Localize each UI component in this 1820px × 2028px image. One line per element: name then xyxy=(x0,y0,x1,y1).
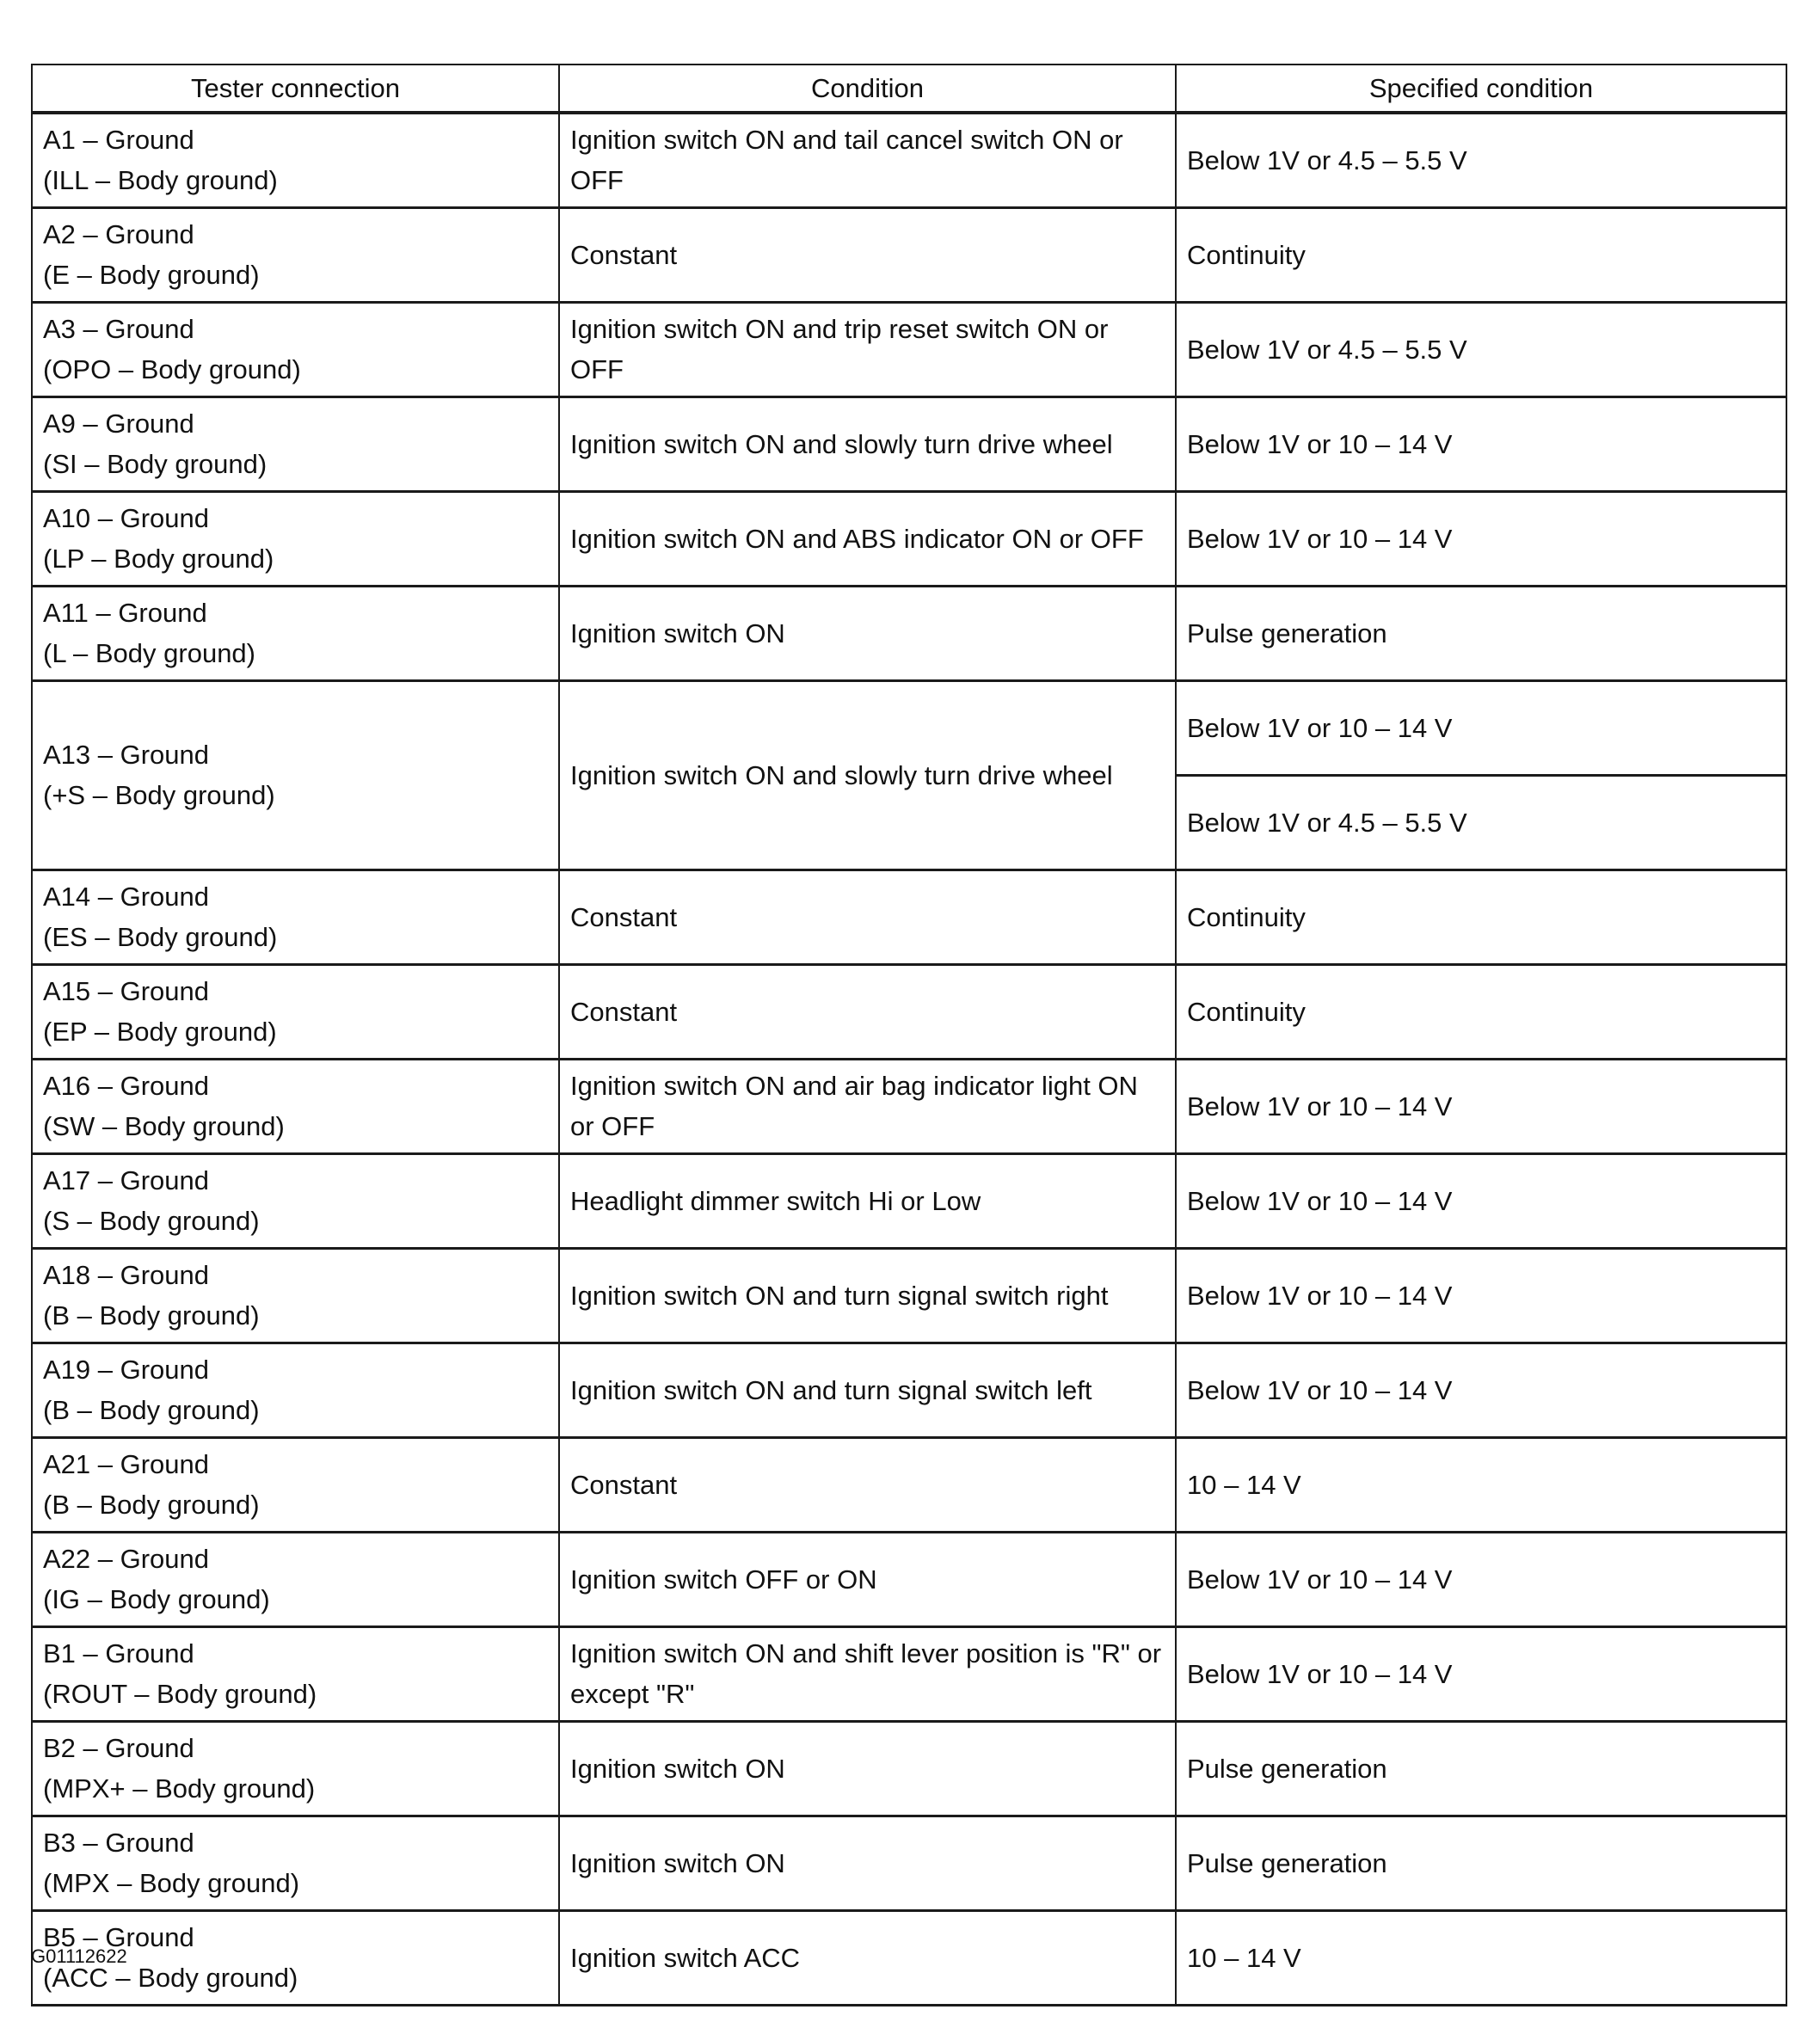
table-row xyxy=(32,1532,1786,1626)
tester-connection-cell xyxy=(32,1626,559,1721)
condition-text: Ignition switch ON and shift lever position is "R" or except "R" xyxy=(570,1638,1162,1709)
terminal-label: A11 – Ground xyxy=(43,598,207,628)
condition-cell xyxy=(559,1626,1176,1721)
specified-condition-cell: Below 1V or 4.5 – 5.5 V xyxy=(1176,302,1786,396)
tester-connection-cell xyxy=(32,302,559,396)
condition-cell xyxy=(559,396,1176,491)
terminal-pins-label: (B – Body ground) xyxy=(43,1490,260,1520)
table-row xyxy=(32,491,1786,586)
terminal-label: A9 – Ground xyxy=(43,409,194,439)
condition-text: Constant xyxy=(570,996,678,1027)
terminal-label: A1 – Ground xyxy=(43,125,194,156)
tester-connection-cell xyxy=(32,1721,559,1816)
specified-condition-cell: Pulse generation xyxy=(1176,1816,1786,1910)
terminal-label: A19 – Ground xyxy=(43,1355,210,1385)
specified-condition-cell: Continuity xyxy=(1176,207,1786,302)
condition-text: Ignition switch ON and air bag indicator light ON or OFF xyxy=(570,1071,1138,1141)
specified-condition-cell: Below 1V or 10 – 14 V xyxy=(1176,680,1786,775)
specified-condition-cell: Pulse generation xyxy=(1176,1721,1786,1816)
table-row xyxy=(32,1910,1786,2005)
tester-connection-cell xyxy=(32,113,559,207)
condition-text: Ignition switch ON xyxy=(570,1753,785,1784)
tester-connection-cell xyxy=(32,1816,559,1910)
condition-text: Ignition switch ON xyxy=(570,1847,785,1878)
condition-text: Constant xyxy=(570,239,678,270)
header-condition: Condition xyxy=(559,65,1176,113)
terminal-label: A15 – Ground xyxy=(43,976,210,1006)
specified-condition-cell: Below 1V or 4.5 – 5.5 V xyxy=(1176,113,1786,207)
table-header-row xyxy=(32,65,1786,113)
terminal-pins-label: (+S – Body ground) xyxy=(43,780,275,810)
terminal-pins-label: (S – Body ground) xyxy=(43,1206,260,1236)
table-row xyxy=(32,1059,1786,1153)
condition-text: Headlight dimmer switch Hi or Low xyxy=(570,1185,981,1216)
table-row xyxy=(32,302,1786,396)
specified-condition-cell: Below 1V or 10 – 14 V xyxy=(1176,1343,1786,1437)
condition-text: Ignition switch ON and turn signal switch right xyxy=(570,1280,1109,1311)
condition-text: Ignition switch ACC xyxy=(570,1942,801,1973)
tester-connection-cell xyxy=(32,396,559,491)
condition-cell xyxy=(559,586,1176,680)
table-row xyxy=(32,1437,1786,1532)
terminal-label: B1 – Ground xyxy=(43,1638,194,1668)
tester-connection-cell xyxy=(32,1059,559,1153)
specified-condition-cell: Below 1V or 10 – 14 V xyxy=(1176,1532,1786,1626)
condition-cell xyxy=(559,680,1176,870)
condition-text: Ignition switch ON and slowly turn drive wheel xyxy=(570,428,1113,459)
terminal-pins-label: (MPX – Body ground) xyxy=(43,1868,300,1898)
table-row xyxy=(32,680,1786,775)
specified-condition-cell: Below 1V or 10 – 14 V xyxy=(1176,1059,1786,1153)
terminal-pins-label: (SI – Body ground) xyxy=(43,449,267,479)
specified-condition-cell: Below 1V or 10 – 14 V xyxy=(1176,396,1786,491)
terminal-pins-label: (ILL – Body ground) xyxy=(43,165,278,196)
tester-connection-cell xyxy=(32,1437,559,1532)
tester-connection-table xyxy=(31,64,1787,2006)
table-row xyxy=(32,870,1786,964)
terminal-label: A16 – Ground xyxy=(43,1071,210,1101)
condition-text: Ignition switch OFF or ON xyxy=(570,1564,877,1595)
condition-text: Ignition switch ON and trip reset switch ON or OFF xyxy=(570,314,1109,384)
condition-cell xyxy=(559,1248,1176,1343)
condition-cell xyxy=(559,1437,1176,1532)
specified-condition-cell: Below 1V or 4.5 – 5.5 V xyxy=(1176,775,1786,870)
terminal-pins-label: (E – Body ground) xyxy=(43,260,260,290)
terminal-label: A3 – Ground xyxy=(43,314,194,344)
terminal-pins-label: (OPO – Body ground) xyxy=(43,354,301,384)
table-row xyxy=(32,1626,1786,1721)
tester-connection-cell xyxy=(32,680,559,870)
condition-text: Ignition switch ON and ABS indicator ON or OFF xyxy=(570,523,1144,554)
header-tester-connection: Tester connection xyxy=(32,65,559,113)
tester-connection-cell xyxy=(32,1248,559,1343)
terminal-label: A2 – Ground xyxy=(43,219,194,249)
terminal-pins-label: (EP – Body ground) xyxy=(43,1017,277,1047)
table-row xyxy=(32,1248,1786,1343)
table-body xyxy=(32,113,1786,2005)
terminal-label: A13 – Ground xyxy=(43,740,210,770)
terminal-label: A17 – Ground xyxy=(43,1165,210,1195)
table-row xyxy=(32,1721,1786,1816)
terminal-label: A21 – Ground xyxy=(43,1449,210,1479)
condition-text: Ignition switch ON and slowly turn drive wheel xyxy=(570,759,1113,790)
condition-text: Constant xyxy=(570,901,678,932)
terminal-label: B5 – Ground xyxy=(43,1922,194,1952)
specified-condition-cell: Below 1V or 10 – 14 V xyxy=(1176,1248,1786,1343)
condition-cell xyxy=(559,491,1176,586)
condition-text: Constant xyxy=(570,1469,678,1500)
terminal-pins-label: (IG – Body ground) xyxy=(43,1584,270,1614)
table-row xyxy=(32,1153,1786,1248)
terminal-label: B2 – Ground xyxy=(43,1733,194,1763)
tester-connection-cell xyxy=(32,491,559,586)
condition-cell xyxy=(559,1816,1176,1910)
tester-connection-cell xyxy=(32,964,559,1059)
specified-condition-cell: Continuity xyxy=(1176,964,1786,1059)
tester-connection-cell xyxy=(32,1153,559,1248)
condition-cell xyxy=(559,1059,1176,1153)
tester-connection-cell xyxy=(32,1532,559,1626)
header-specified-condition: Specified condition xyxy=(1176,65,1786,113)
specified-condition-cell: Continuity xyxy=(1176,870,1786,964)
specified-condition-cell: Below 1V or 10 – 14 V xyxy=(1176,1153,1786,1248)
terminal-pins-label: (MPX+ – Body ground) xyxy=(43,1773,316,1804)
table-row xyxy=(32,1343,1786,1437)
condition-cell xyxy=(559,302,1176,396)
condition-cell xyxy=(559,1532,1176,1626)
terminal-label: A18 – Ground xyxy=(43,1260,210,1290)
table-row xyxy=(32,1816,1786,1910)
terminal-label: B3 – Ground xyxy=(43,1828,194,1858)
terminal-pins-label: (ROUT – Body ground) xyxy=(43,1679,317,1709)
terminal-label: A22 – Ground xyxy=(43,1544,210,1574)
table-row xyxy=(32,964,1786,1059)
condition-cell xyxy=(559,964,1176,1059)
tester-connection-cell xyxy=(32,207,559,302)
terminal-pins-label: (ACC – Body ground) xyxy=(43,1963,298,1993)
specified-condition-cell: 10 – 14 V xyxy=(1176,1910,1786,2005)
condition-cell xyxy=(559,1721,1176,1816)
condition-cell xyxy=(559,113,1176,207)
condition-cell xyxy=(559,870,1176,964)
terminal-label: A14 – Ground xyxy=(43,882,210,912)
terminal-pins-label: (SW – Body ground) xyxy=(43,1111,285,1141)
condition-text: Ignition switch ON and tail cancel switch ON or OFF xyxy=(570,125,1123,196)
specified-condition-cell: 10 – 14 V xyxy=(1176,1437,1786,1532)
condition-cell xyxy=(559,207,1176,302)
terminal-pins-label: (B – Body ground) xyxy=(43,1300,260,1330)
table-row xyxy=(32,396,1786,491)
table-row xyxy=(32,207,1786,302)
table-row xyxy=(32,586,1786,680)
condition-cell xyxy=(559,1910,1176,2005)
specified-condition-cell: Below 1V or 10 – 14 V xyxy=(1176,1626,1786,1721)
condition-cell xyxy=(559,1153,1176,1248)
specified-condition-cell: Pulse generation xyxy=(1176,586,1786,680)
terminal-pins-label: (B – Body ground) xyxy=(43,1395,260,1425)
table-row xyxy=(32,113,1786,207)
specified-condition-cell: Below 1V or 10 – 14 V xyxy=(1176,491,1786,586)
terminal-pins-label: (LP – Body ground) xyxy=(43,544,274,574)
tester-connection-cell xyxy=(32,586,559,680)
tester-connection-cell xyxy=(32,1343,559,1437)
figure-id: G01112622 xyxy=(31,1945,127,1967)
condition-text: Ignition switch ON xyxy=(570,618,785,648)
condition-text: Ignition switch ON and turn signal switch left xyxy=(570,1374,1092,1405)
terminal-pins-label: (ES – Body ground) xyxy=(43,922,278,952)
condition-cell xyxy=(559,1343,1176,1437)
terminal-pins-label: (L – Body ground) xyxy=(43,638,256,668)
tester-connection-cell xyxy=(32,870,559,964)
terminal-label: A10 – Ground xyxy=(43,503,210,533)
